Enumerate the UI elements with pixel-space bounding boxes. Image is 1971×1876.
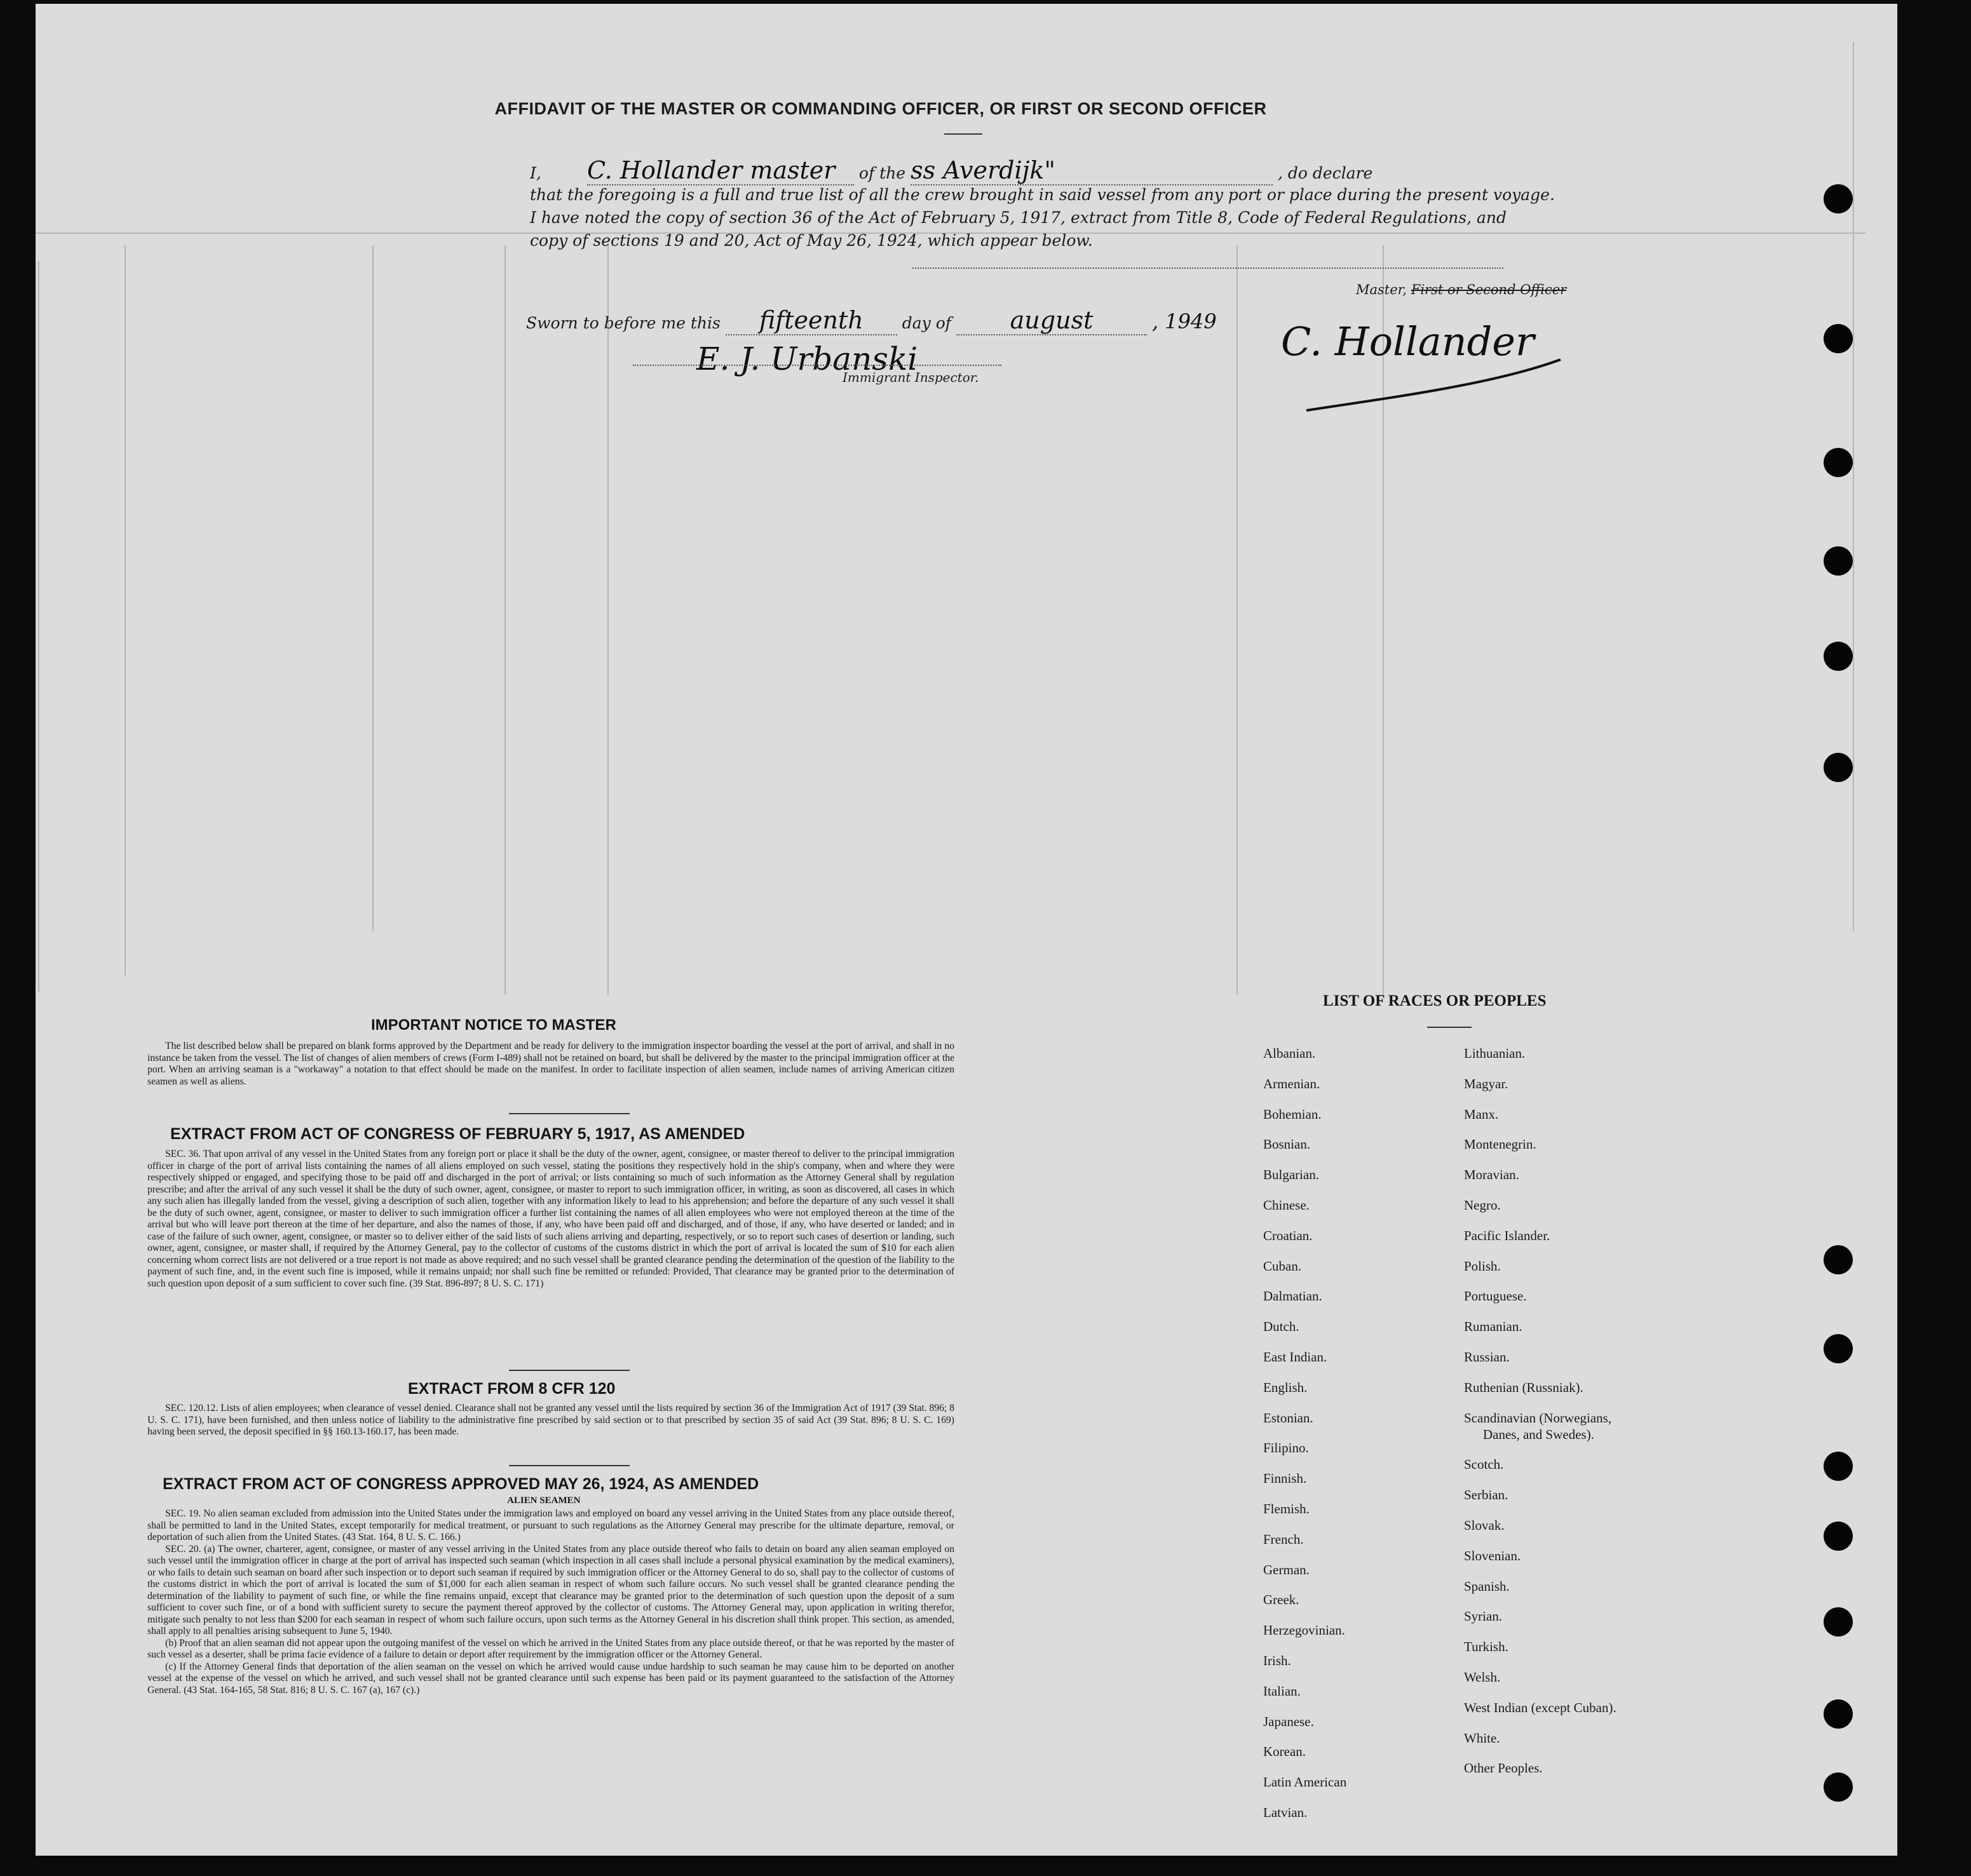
race-item: Slovak. [1464,1517,1505,1533]
race-item: Montenegrin. [1464,1137,1536,1152]
sworn-year: , 1949 [1151,309,1217,334]
punch-hole [1824,1334,1853,1363]
extract-1917-text [147,1149,954,1290]
sec-19-paragraph: SEC. 19. No alien seaman excluded from admission into the United States under the immigration laws and employed on board any vessel arriving in the United States from any place outside thereof, shall be permitted to land in the United States, except temporarily for medical treatment, or pursuant to such regulations as the Attorney General may prescribe for the ultimate departure, removal, or deportation of such alien from the United States. (43 Stat. 164, 8 U. S. C. 166.) [147,1508,954,1542]
form-page [36,4,1897,1856]
master-signature: C. Hollander [1281,318,1534,365]
race-item: Chinese. [1263,1197,1310,1213]
punch-hole [1824,546,1853,576]
inspector-signature: E. J. Urbanski [696,341,918,377]
race-item: Russian. [1464,1349,1510,1365]
race-item: Flemish. [1263,1501,1310,1516]
alien-seamen-subheading: ALIEN SEAMEN [507,1495,581,1506]
bleed-through-column-line [372,245,374,931]
notice-heading: IMPORTANT NOTICE TO MASTER [371,1016,616,1034]
race-item: Rumanian. [1464,1319,1522,1335]
affidavit-line-2: that the foregoing is a full and true list of all the crew brought in said vessel from any port or place during the present voyage. [530,186,1555,204]
races-left-column [1263,1046,1346,1835]
punch-hole [1824,1772,1853,1802]
extract-1917-heading: EXTRACT FROM ACT OF CONGRESS OF FEBRUARY 5, 1917, AS AMENDED [170,1125,745,1143]
races-right-column [1464,1046,1616,1791]
extract-cfr-paragraph: SEC. 120.12. Lists of alien employees; when clearance of vessel denied. Clearance shall not be granted any vessel until the lists required by section 36 of the Immigration Act of 1917 (39 Stat. 896; 8 U. S. C. 171), have been furnished, and then unless notice of liability to the administrative fine prescribed by said section or to that prescribed by section 35 of said Act (39 Stat. 896; 8 U. S. C. 169) having been served, the deposit specified in §§ 160.13-160.17, has been made. [147,1403,954,1437]
section-rule [509,1113,630,1114]
race-item: Dalmatian. [1263,1288,1322,1304]
race-item: Greek. [1263,1592,1299,1608]
punch-hole [1824,642,1853,671]
bleed-through-column-line [1236,245,1238,995]
extract-cfr-heading: EXTRACT FROM 8 CFR 120 [408,1380,616,1398]
heading-rule [944,133,982,135]
race-item: Slovenian. [1464,1548,1521,1563]
race-item: Finnish. [1263,1471,1307,1487]
race-item: Latvian. [1263,1804,1308,1820]
bleed-through-column-line [505,245,506,995]
punch-hole [1824,448,1853,477]
race-item: Armenian. [1263,1076,1320,1091]
affidavit-heading: AFFIDAVIT OF THE MASTER OR COMMANDING OFFICER, OR FIRST OR SECOND OFFICER [494,99,1267,118]
punch-hole [1824,1452,1853,1481]
race-item: Croatian. [1263,1227,1313,1243]
race-item: Irish. [1263,1652,1291,1668]
race-item: Syrian. [1464,1609,1503,1624]
race-item: Cuban. [1263,1258,1302,1274]
sworn-day-handwriting: fifteenth [726,306,897,335]
bleed-through-column-line [38,261,39,992]
race-item: Bulgarian. [1263,1167,1320,1183]
notice-text [147,1041,954,1088]
race-item: Portuguese. [1464,1288,1527,1304]
line1-of-the: of the [858,164,906,182]
race-item: Polish. [1464,1258,1501,1274]
extract-cfr-text [147,1403,954,1438]
sworn-month-handwriting: august [956,306,1147,335]
master-dotted-line [912,267,1503,269]
race-item: Scandinavian (Norwegians, [1464,1410,1612,1426]
punch-hole [1824,324,1853,353]
race-item: Korean. [1263,1744,1306,1760]
extract-1924-text [147,1508,954,1696]
section-rule [509,1465,630,1466]
race-item: English. [1263,1379,1308,1395]
race-item: Lithuanian. [1464,1046,1526,1061]
sec-20c-paragraph: (c) If the Attorney General finds that deportation of the alien seaman on the vessel on which he arrived would cause undue hardship to such seaman he may cause him to be deported on another vessel at the expense of the vessel on which he arrived, and such vessel shall not be granted clearance until such expense has been paid or its payment guaranteed to the satisfaction of the Attorney General. (43 Stat. 164-165, 58 Stat. 816; 8 U. S. C. 167 (a), 167 (c).) [147,1661,954,1696]
sworn-day-of: day of [902,314,952,332]
race-item: Herzegovinian. [1263,1623,1345,1638]
race-item: French. [1263,1531,1304,1547]
race-item: Estonian. [1263,1410,1313,1426]
race-item: East Indian. [1263,1349,1327,1365]
master-title-line [1356,282,1566,297]
inspector-title: Immigrant Inspector. [843,370,979,385]
punch-hole [1824,1245,1853,1274]
struck-officer-title: First or Second Officer [1411,282,1567,297]
sec-20b-paragraph: (b) Proof that an alien seaman did not appear upon the outgoing manifest of the vessel on which he arrived in the United States from any place outside thereof, or that he was reported by the master of such vessel as a deserter, shall be prima facie evidence of a failure to detain or deport after requirement by the immigration officer or the Attorney General. [147,1637,954,1660]
race-item: Magyar. [1464,1076,1508,1091]
race-item: Moravian. [1464,1167,1519,1183]
affidavit-line-3: I have noted the copy of section 36 of the Act of February 5, 1917, extract from Title 8, Code of Federal Regulations, and [530,208,1507,227]
race-item: Danes, and Swedes). [1483,1426,1594,1442]
race-item: Welsh. [1464,1669,1501,1685]
race-item: Japanese. [1263,1713,1314,1729]
line1-suffix: , do declare [1278,164,1373,182]
race-item: West Indian (except Cuban). [1464,1699,1616,1715]
extract-1924-heading: EXTRACT FROM ACT OF CONGRESS APPROVED MAY 26, 1924, AS AMENDED [163,1475,759,1493]
section-rule [509,1370,630,1371]
punch-hole [1824,1607,1853,1636]
sworn-line [526,306,1217,335]
race-item: Pacific Islander. [1464,1227,1550,1243]
inspector-dotted-line [633,365,1001,366]
race-item: Albanian. [1263,1046,1316,1061]
notice-paragraph: The list described below shall be prepared on blank forms approved by the Department and be ready for delivery to the immigration inspector boarding the vessel at the port of arrival, and shall in no instance be taken from the vessel. The list of changes of alien members of crews (Form I-489) shall not be retained on board, but shall be delivered by the master to the principal immigration officer at the port. When an arriving seaman is a "workaway" a notation to that effect should be made on the manifest. In order to facilitate inspection of alien seamen, include names of arriving American citizen seamen as well as aliens. [147,1041,954,1087]
master-title: Master, [1356,282,1407,297]
race-item: Turkish. [1464,1639,1508,1655]
race-item: Negro. [1464,1197,1501,1213]
race-item: German. [1263,1562,1310,1577]
race-item: Spanish. [1464,1578,1510,1594]
sec-20a-paragraph: SEC. 20. (a) The owner, charterer, agent, consignee, or master of any vessel arriving in the United States from any place outside thereof who fails to detain on board any alien seaman employed on such vessel until the immigration officer in charge at the port of arrival has inspected such seaman (which inspection in all cases shall include a personal physical examination by the medical examiners), or who fails to detain such seaman on board after such inspection or to deport such seaman if required by such immigration officer or the Attorney General to do so, shall pay to the collector of customs of the customs district in which the port of arrival is located the sum of $1,000 for each alien seaman in respect of whom such failure occurs. No such vessel shall be granted clearance pending the determination of the liability to payment of such fine, or while the fine remains unpaid, except that clearance may be granted prior to the determination of such question upon the deposit of a sum sufficient to cover such fine, or of a bond with sufficient surety to secure the payment thereof approved by the collector of customs. The Attorney General may, upon application in writing therefor, mitigate such penalty to not less than $200 for each seaman in respect of whom such failure occurs, upon such terms as the Attorney General in his discretion shall think proper. This section, as amended, shall apply to all penalties arising subsequent to June 5, 1940. [147,1543,954,1636]
race-item: Ruthenian (Russniak). [1464,1379,1583,1395]
extract-1917-paragraph: SEC. 36. That upon arrival of any vessel in the United States from any foreign port or place it shall be the duty of the owner, agent, consignee, or master thereof to deliver to the principal immigration officer in charge of the port of arrival lists containing the names of all aliens employed on such vessel, stating the positions they respectively hold in the ship's company, when and where they were respectively shipped or engaged, and specifying those to be paid off and discharged in the port of arrival; or lists containing so much of such information as the Attorney General shall by regulation prescribe; and after the arrival of any such vessel it shall be the duty of such owner, agent, consignee, or master to report to such immigration officer, in writing, as soon as discovered, all cases in which any such alien has illegally landed from the vessel, giving a description of such alien, together with any information likely to lead to his apprehension; and before the departure of any such vessel it shall be the duty of such owner, agent, consignee, or master to deliver to such immigration officer a further list containing the names of all alien employees who were not employed thereon at the time of the arrival but who will leave port thereon at the time of her departure, and also the names of those, if any, who have been paid off and discharged, and of those, if any, who have deserted or landed; and in case of the failure of such owner, agent, consignee, or master so to deliver either of the said lists of such aliens arriving and departing, respectively, or so to report such cases of desertion or landing, such owner, agent, consignee, or master shall, if required by the Attorney General, pay to the collector of customs of the customs district in which the port of arrival is located the sum of $10 for each alien concerning whom correct lists are not delivered or a true report is not made as above required; and no such vessel shall be granted clearance pending the determination of the question of the liability to the payment of such fine, and, in the event such fine is imposed, while it remains unpaid; nor shall such fine be remitted or refunded: Provided, That clearance may be granted prior to the determination of such question upon deposit of a sum sufficient to cover such fine. (39 Stat. 896-897; 8 U. S. C. 171) [147,1149,954,1289]
race-item: Italian. [1263,1683,1301,1699]
race-item: Dutch. [1263,1319,1299,1335]
race-item: Bohemian. [1263,1106,1322,1122]
race-item: Manx. [1464,1106,1499,1122]
race-item: White. [1464,1730,1500,1746]
race-item: Other Peoples. [1464,1760,1543,1776]
race-item: Scotch. [1464,1457,1504,1473]
races-heading-rule [1427,1027,1472,1028]
race-item: Bosnian. [1263,1137,1311,1152]
declarant-handwriting: C. Hollander master [587,156,854,186]
bleed-through-column-line [125,245,126,976]
line1-prefix: I, [530,164,541,182]
race-item: Latin American [1263,1774,1347,1790]
bleed-through-column-line [607,245,609,995]
sworn-prefix: Sworn to before me this [526,314,721,332]
affidavit-line-4: copy of sections 19 and 20, Act of May 26, 1924, which appear below. [530,231,1093,250]
races-heading: LIST OF RACES OR PEOPLES [1323,992,1547,1009]
punch-hole [1824,184,1853,213]
punch-hole [1824,1699,1853,1729]
bleed-through-column-line [1853,42,1854,931]
race-item: Serbian. [1464,1487,1508,1503]
punch-hole [1824,1522,1853,1551]
signature-flourish [1262,347,1592,417]
race-item: Filipino. [1263,1440,1309,1456]
affidavit-line-1 [530,156,1372,186]
vessel-name-handwriting: ss Averdijk" [911,156,1273,186]
punch-hole [1824,753,1853,782]
